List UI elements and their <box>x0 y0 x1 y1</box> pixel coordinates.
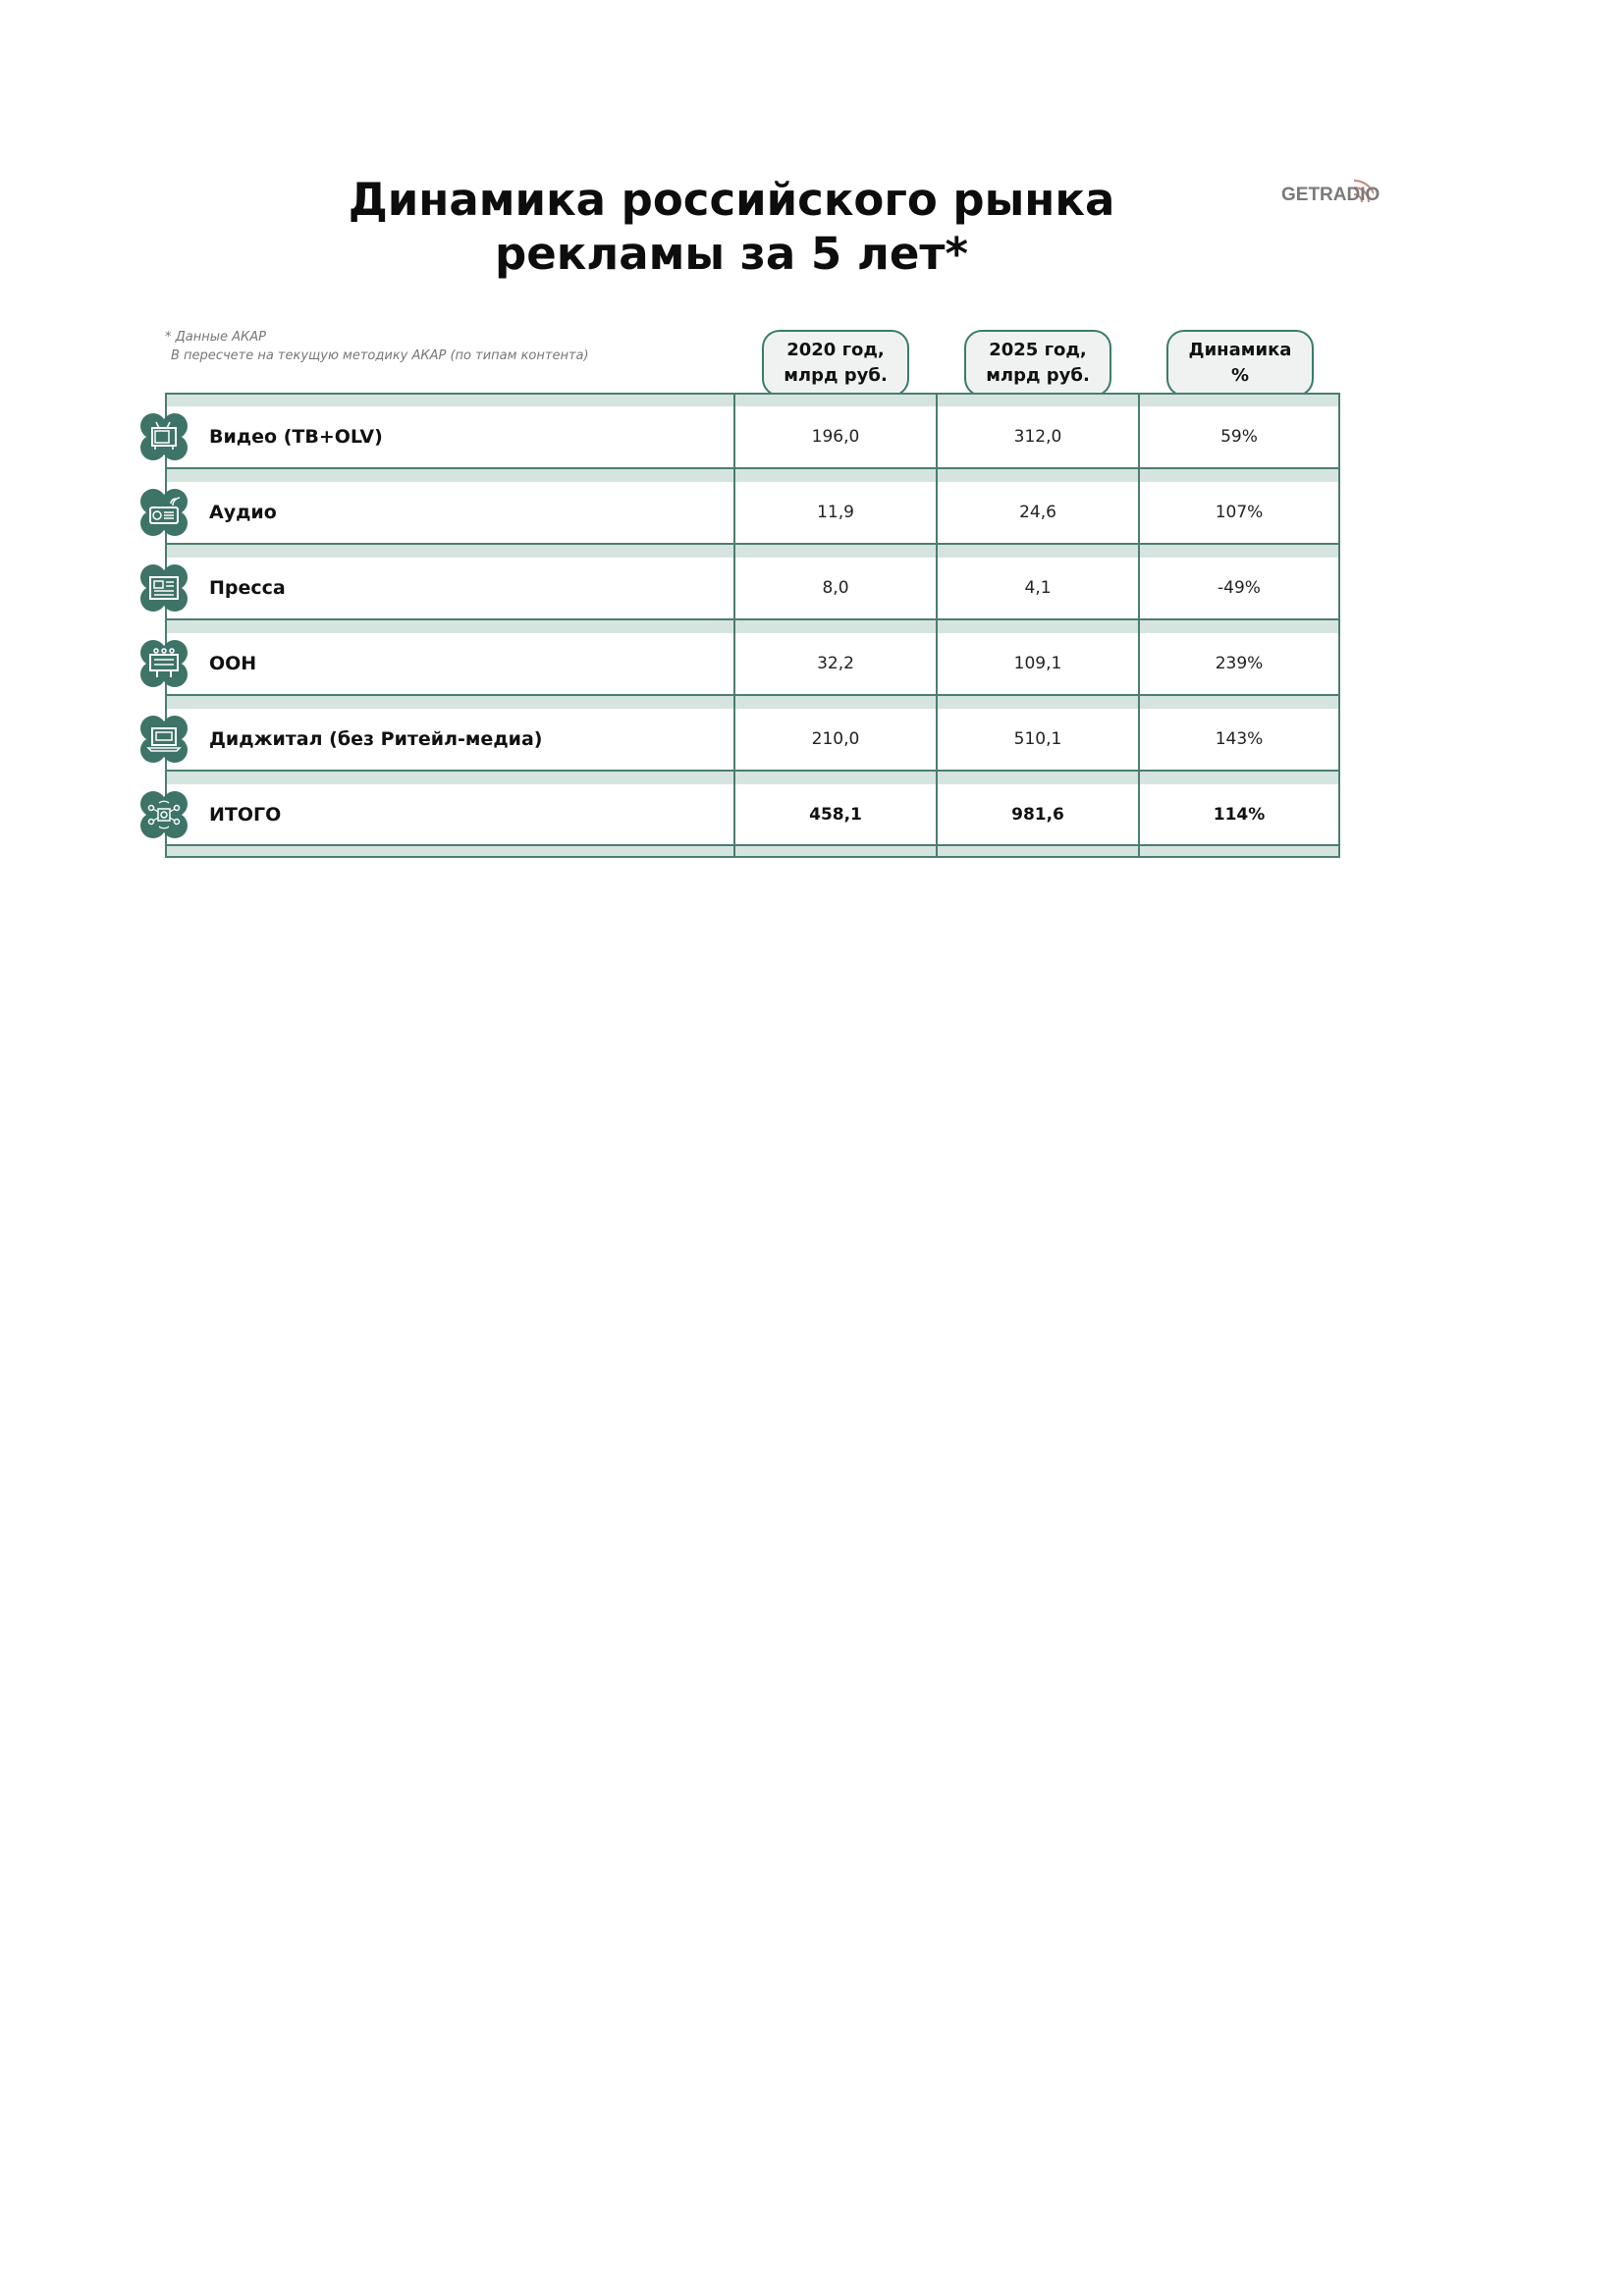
value-2020: 210,0 <box>811 729 860 749</box>
row-band <box>165 468 1340 482</box>
value-dynamics: 59% <box>1220 427 1258 447</box>
ad-market-table <box>165 393 1340 858</box>
table-row <box>165 406 1340 467</box>
value-dynamics: 143% <box>1215 729 1264 749</box>
title-line-1: Динамика российского рынка <box>348 174 1115 226</box>
table-rule <box>165 618 1340 620</box>
value-2025: 109,1 <box>1013 654 1062 673</box>
table-row-total <box>165 784 1340 845</box>
page-title <box>324 173 1139 281</box>
row-label: ИТОГО <box>209 804 282 826</box>
header-dynamics: Динамика % <box>1166 330 1314 397</box>
value-2020: 458,1 <box>809 805 862 825</box>
logo-text: GETRADIO <box>1281 185 1380 205</box>
value-2025: 510,1 <box>1013 729 1062 749</box>
title-line-2: рекламы за 5 лет* <box>495 228 968 280</box>
tv-icon <box>137 410 190 463</box>
table-row <box>165 633 1340 694</box>
value-2020: 8,0 <box>822 578 849 598</box>
table-row <box>165 558 1340 618</box>
table-rule <box>165 856 1340 858</box>
value-2020: 196,0 <box>811 427 860 447</box>
table-row <box>165 482 1340 543</box>
value-2025: 4,1 <box>1024 578 1052 598</box>
value-dynamics: 114% <box>1213 805 1266 825</box>
value-dynamics: 239% <box>1215 654 1264 673</box>
row-band <box>165 695 1340 709</box>
laptop-ads-icon <box>137 713 190 766</box>
header-2020: 2020 год, млрд руб. <box>762 330 909 397</box>
row-label: Пресса <box>209 577 286 599</box>
radio-icon <box>137 486 190 539</box>
money-network-icon <box>137 788 190 841</box>
value-2020: 11,9 <box>817 503 854 522</box>
row-band <box>165 619 1340 633</box>
value-dynamics: -49% <box>1218 578 1261 598</box>
value-2025: 24,6 <box>1019 503 1056 522</box>
row-band <box>165 771 1340 784</box>
value-2020: 32,2 <box>817 654 854 673</box>
row-band <box>165 544 1340 558</box>
getradio-logo <box>1281 167 1380 212</box>
table-row <box>165 709 1340 770</box>
row-band <box>165 393 1340 406</box>
table-rule <box>165 467 1340 469</box>
method-note: В пересчете на текущую методику АКАР (по типам контента) <box>171 348 589 363</box>
row-label: Видео (ТВ+OLV) <box>209 426 383 448</box>
value-2025: 312,0 <box>1013 427 1062 447</box>
billboard-icon <box>137 637 190 690</box>
row-label: Аудио <box>209 502 277 523</box>
row-label: Диджитал (без Ритейл-медиа) <box>209 728 543 750</box>
source-notes <box>165 328 589 365</box>
table-rule <box>165 694 1340 696</box>
source-note: * Данные АКАР <box>165 330 267 345</box>
value-2025: 981,6 <box>1011 805 1064 825</box>
row-label: ООН <box>209 653 257 674</box>
table-rule <box>165 770 1340 772</box>
value-dynamics: 107% <box>1215 503 1264 522</box>
header-2025: 2025 год, млрд руб. <box>964 330 1111 397</box>
table-rule <box>165 393 1340 395</box>
newspaper-icon <box>137 561 190 614</box>
table-rule <box>165 543 1340 545</box>
